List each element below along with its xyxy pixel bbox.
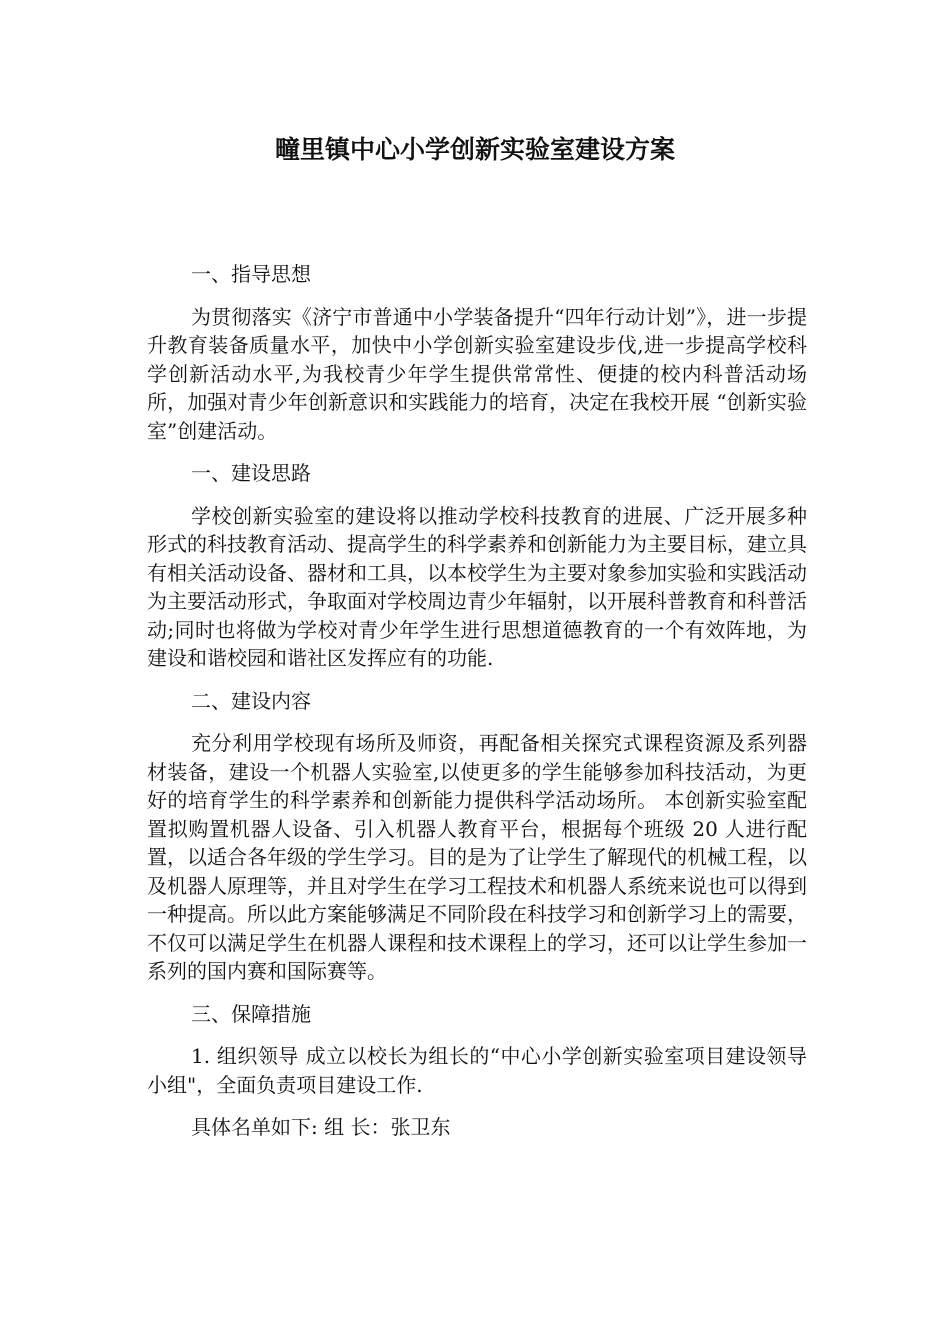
section-heading-construction-content: 二、建设内容 [191,688,311,713]
section-paragraph-construction-approach: 学校创新实验室的建设将以推动学校科技教育的进展、广泛开展多种形式的科技教育活动、提高学生的科学素养和创新能力为主要目标，建立具有相关活动设备、器材和工具，以本校学生为主要对象参加实验和实践活动为主要活动形式，争取面对学校周边青少年辐射，以开展科普教育和科普活动;同时也将做为学校对青少年学生进行思想道德教育的一个有效阵地，为建设和谐校园和谐社区发挥应有的功能. [147,503,807,670]
section-heading-construction-approach: 一、建设思路 [191,461,311,485]
section-paragraph-construction-content: 充分利用学校现有场所及师资，再配备相关探究式课程资源及系列器材装备，建设一个机器人实验室,以使更多的学生能够参加科技活动，为更好的培育学生的科学素养和创新能力提供科学活动场所。 本创新实验室配置拟购置机器人设备、引入机器人教育平台，根据每个班级 20 人进行配置，以适合各年级的学生学习。目的是为了让学生了解现代的机械工程，以及机器人原理等，并且对学生在学习工程技术和机器人系统来说也可以得到一种提高。所以此方案能够满足不同阶段在科技学习和创新学习上的需要，不仅可以满足学生在机器人课程和技术课程上的学习，还可以让学生参加一系列的国内赛和国际赛等。 [147,731,807,983]
safeguards-item-member-list: 具体名单如下: 组 长：张卫东 [191,1115,451,1139]
section-heading-safeguards: 三、保障措施 [191,1001,311,1026]
document-body [147,260,807,1156]
document-title: 疃里镇中心小学创新实验室建设方案 [274,135,675,164]
section-heading-guiding-thought: 一、指导思想 [191,262,311,286]
section-paragraph-guiding-thought: 为贯彻落实《济宁市普通中小学装备提升“四年行动计划”》，进一步提升教育装备质量水平，加快中小学创新实验室建设步伐,进一步提高学校科学创新活动水平,为我校青少年学生提供常常性、便捷的校内科普活动场所，加强对青少年创新意识和实践能力的培育，决定在我校开展 “创新实验室”创建活动。 [147,304,807,443]
safeguards-item-organization: 1. 组织领导 成立以校长为组长的“中心小学创新实验室项目建设领导小组"，全面负责项目建设工作. [147,1044,807,1097]
